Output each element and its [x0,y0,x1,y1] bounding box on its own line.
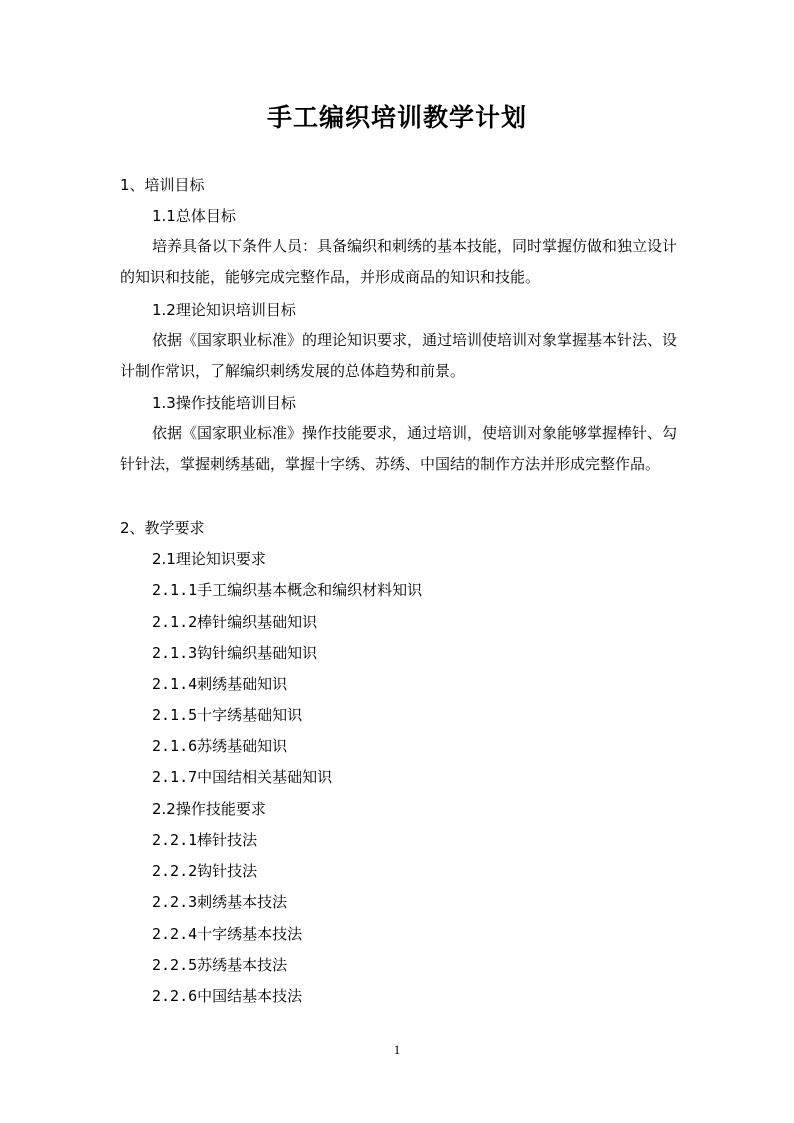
list-item-text: 棒针编织基础知识 [197,613,318,631]
list-item-number: 2.2.5 [152,956,198,974]
subsection-heading-theory-requirements: 2.1理论知识要求 [152,550,266,568]
list-item-text: 手工编织基本概念和编织材料知识 [197,581,423,599]
list-item-text: 中国结基本技法 [197,987,303,1005]
list-item-number: 2.2.1 [152,831,198,849]
list-item-number: 2.1.4 [152,675,198,693]
list-item-number: 2.2.3 [152,893,198,911]
subsection-heading-theory-goal: 1.2理论知识培训目标 [152,301,296,319]
list-item [152,611,317,633]
list-item-text: 钩针技法 [197,862,258,880]
list-item [152,860,257,882]
list-item-number: 2.1.5 [152,706,198,724]
list-item [152,891,287,913]
section-heading-training-goals: 1、培训目标 [120,176,205,194]
list-item-text: 中国结相关基础知识 [197,768,333,786]
list-item-text: 苏绣基础知识 [197,737,288,755]
subsection-heading-skill-requirements: 2.2操作技能要求 [152,800,266,818]
list-item-number: 2.2.6 [152,987,198,1005]
list-item-number: 2.1.1 [152,581,198,599]
list-item [152,579,422,601]
list-item [152,954,287,976]
list-item [152,985,302,1007]
document-title: 手工编织培训教学计划 [266,103,527,132]
paragraph-overall-goal: 培养具备以下条件人员：具备编织和刺绣的基本技能，同时掌握仿做和独立设计的知识和技能，能够完成完整作品，并形成商品的知识和技能。 [120,237,678,286]
list-item-number: 2.1.7 [152,768,198,786]
subsection-heading-overall-goal: 1.1总体目标 [152,207,236,225]
list-item-number: 2.2.4 [152,925,198,943]
subsection-heading-skill-goal: 1.3操作技能培训目标 [152,394,296,412]
list-item-text: 十字绣基本技法 [197,925,303,943]
list-item-text: 刺绣基础知识 [197,675,288,693]
list-item [152,735,287,757]
list-item [152,673,287,695]
list-item-text: 棒针技法 [197,831,258,849]
list-item-text: 刺绣基本技法 [197,893,288,911]
list-item-number: 2.1.3 [152,644,198,662]
paragraph-theory-goal: 依据《国家职业标准》的理论知识要求，通过培训使培训对象掌握基本针法、设计制作常识，了解编织刺绣发展的总体趋势和前景。 [120,331,678,380]
list-item-number: 2.1.2 [152,613,198,631]
list-item [152,923,302,945]
list-item [152,766,332,788]
list-item [152,704,302,726]
page-number: 1 [393,1042,401,1057]
list-item-text: 苏绣基本技法 [197,956,288,974]
section-heading-teaching-requirements: 2、教学要求 [120,519,205,537]
list-item-text: 十字绣基础知识 [197,706,303,724]
list-item [152,829,257,851]
list-item-text: 钩针编织基础知识 [197,644,318,662]
list-item [152,642,317,664]
list-item-number: 2.2.2 [152,862,198,880]
paragraph-skill-goal: 依据《国家职业标准》操作技能要求，通过培训，使培训对象能够掌握棒针、勾针针法，掌握刺绣基础，掌握十字绣、苏绣、中国结的制作方法并形成完整作品。 [120,424,678,473]
list-item-number: 2.1.6 [152,737,198,755]
